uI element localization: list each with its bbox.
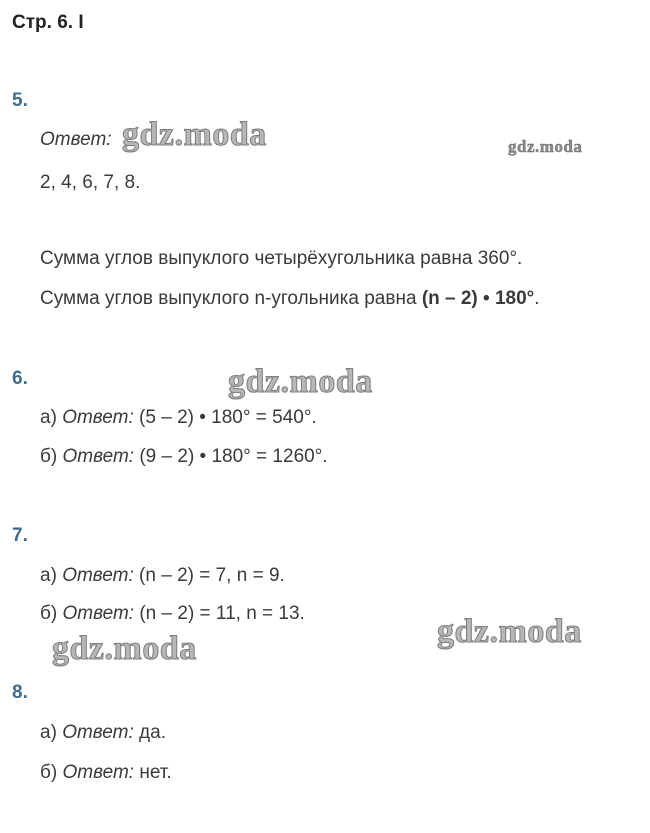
task-5-answer-label: [40, 129, 112, 151]
task-number-5: 5.: [12, 90, 28, 111]
task-number-6: 6.: [12, 368, 28, 389]
task-8-answer-b: [40, 762, 172, 784]
task-5-note-2: [40, 288, 540, 310]
answer-text: (n – 2) = 7, n = 9.: [133, 565, 285, 586]
watermark: gdz.moda: [122, 116, 267, 153]
item-prefix: а): [40, 407, 63, 428]
answer-label: Ответ:: [62, 603, 135, 624]
answer-text: (9 – 2) • 180° = 1260°.: [134, 446, 328, 467]
answer-label: Ответ:: [62, 565, 134, 586]
answer-label: Ответ:: [62, 722, 134, 743]
watermark: gdz.moda: [508, 137, 583, 156]
watermark: gdz.moda: [228, 363, 373, 400]
page-title: Стр. 6. I: [12, 12, 84, 33]
answer-text: (n – 2) = 11, n = 13.: [134, 603, 305, 624]
item-prefix: а): [40, 722, 63, 743]
watermark: gdz.moda: [437, 613, 582, 650]
item-prefix: б): [40, 446, 63, 467]
task-5-note-1: Сумма углов выпуклого четырёхугольника равна 360°.: [40, 248, 523, 269]
item-prefix: б): [40, 762, 63, 783]
answer-text: (5 – 2) • 180° = 540°.: [133, 407, 317, 428]
item-prefix: б): [40, 603, 63, 624]
answer-label: Ответ:: [40, 129, 112, 150]
note-2-formula: (n – 2) • 180°: [421, 288, 535, 309]
answer-text: да.: [133, 722, 166, 743]
task-8-answer-a: [40, 722, 166, 744]
answer-text: нет.: [134, 762, 172, 783]
note-2-text: Сумма углов выпуклого n-угольника равна: [40, 288, 422, 309]
answer-label: Ответ:: [62, 446, 135, 467]
task-5-answer-values: 2, 4, 6, 7, 8.: [40, 172, 141, 193]
note-2-end: .: [534, 288, 540, 309]
task-number-7: 7.: [12, 525, 28, 546]
watermark: gdz.moda: [52, 630, 197, 667]
answer-label: Ответ:: [62, 407, 134, 428]
task-number-8: 8.: [12, 682, 28, 703]
task-7-answer-b: [40, 603, 305, 625]
item-prefix: а): [40, 565, 63, 586]
task-6-answer-a: [40, 407, 317, 429]
task-7-answer-a: [40, 565, 285, 587]
answer-label: Ответ:: [62, 762, 135, 783]
task-6-answer-b: [40, 446, 328, 468]
